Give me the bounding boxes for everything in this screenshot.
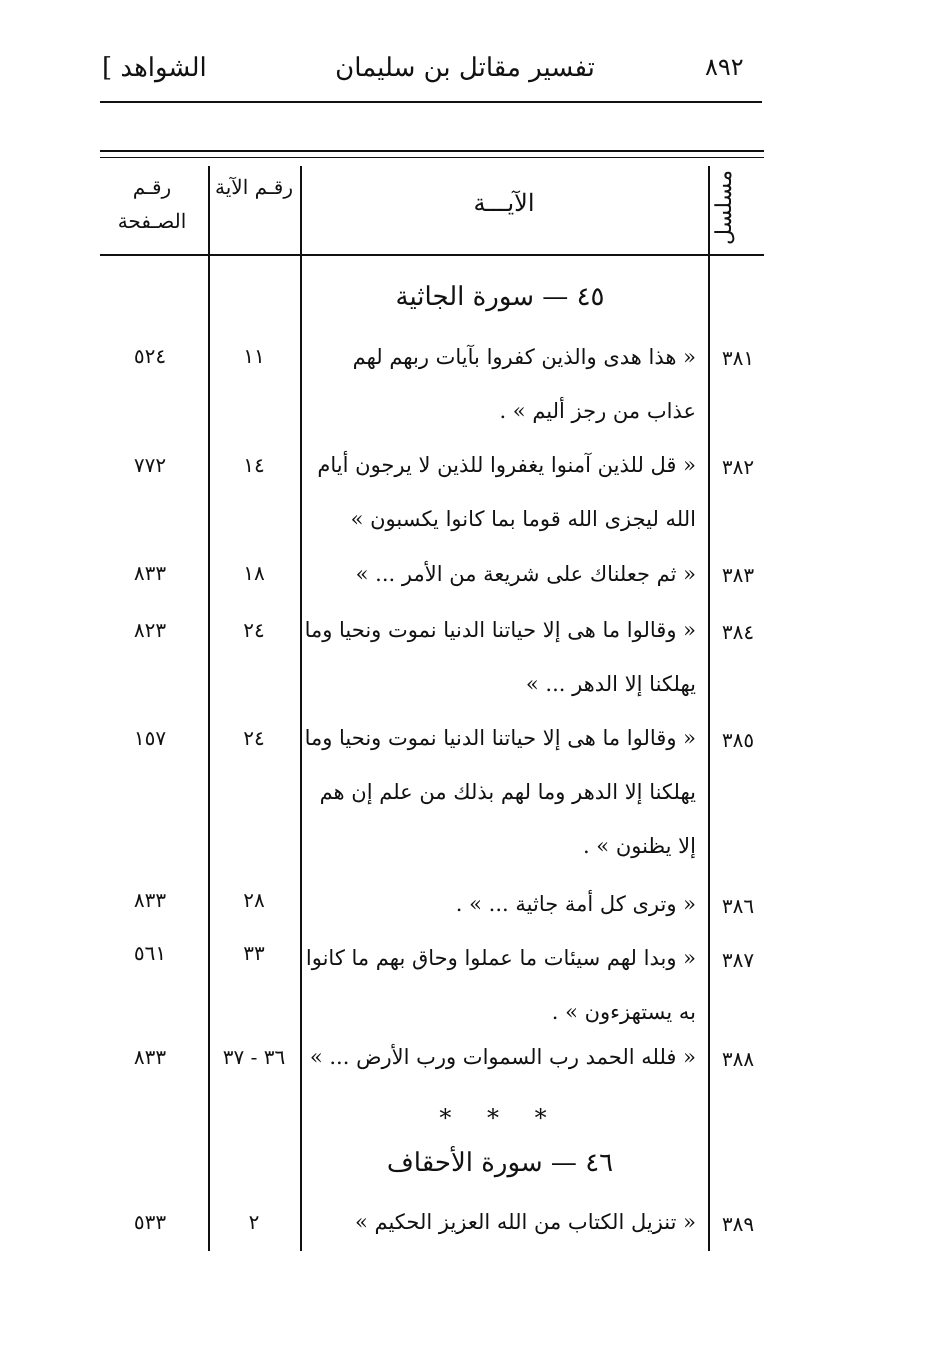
entry-verse: « وقالوا ما هى إلا حياتنا الدنيا نموت ونحيا وما يهلكنا إلا الدهر وما لهم بذلك من علم إن هم إلا يظنون » . (304, 726, 696, 858)
entry-serial: ٣٨٤ (721, 620, 755, 644)
entry-ayah-number: ٢ (248, 1210, 260, 1234)
entry-page-number: ٨٢٣ (133, 618, 167, 642)
column-divider (708, 166, 710, 1251)
entry-page-number: ١٥٧ (133, 726, 167, 750)
entry-verse: « ثم جعلناك على شريعة من الأمر ... » (355, 562, 696, 586)
column-divider (300, 166, 302, 1251)
entry-ayah-number: ٣٦ - ٣٧ (222, 1045, 286, 1069)
entry-page-number: ٨٣٣ (133, 561, 167, 585)
entry-ayah-number: ١٨ (243, 561, 265, 585)
entry-ayah-number: ٢٤ (243, 726, 265, 750)
page-number: ٨٩٢ (705, 53, 744, 81)
entry-serial: ٣٨٦ (721, 894, 755, 918)
entry-serial: ٣٨٧ (721, 948, 755, 972)
entry-verse: « وقالوا ما هى إلا حياتنا الدنيا نموت ونحيا وما يهلكنا إلا الدهر ... » (304, 618, 696, 696)
entry-ayah-number: ٣٣ (243, 941, 265, 965)
entry-serial: ٣٨٣ (721, 563, 755, 587)
entry-verse: « هذا هدى والذين كفروا بآيات ربهم لهم عذاب من رجز أليم » . (352, 345, 696, 423)
section-title: [ الشواهد (102, 53, 207, 83)
entry-page-number: ٨٣٣ (133, 888, 167, 912)
entry-ayah-number: ١١ (243, 344, 265, 368)
entry-ayah-number: ٢٤ (243, 618, 265, 642)
entry-verse: « فلله الحمد رب السموات ورب الأرض ... » (309, 1045, 696, 1069)
entry-verse: « تنزيل الكتاب من الله العزيز الحكيم » (354, 1210, 696, 1234)
entry-serial: ٣٨٢ (721, 455, 755, 479)
entry-verse: « وبدا لهم سيئات ما عملوا وحاق بهم ما كانوا به يستهزءون » . (305, 946, 696, 1024)
entry-ayah-number: ١٤ (243, 453, 265, 477)
entry-page-number: ٨٣٣ (133, 1045, 167, 1069)
ayah-number-column-header: رقـم الآية (215, 175, 293, 199)
entry-page-number: ٧٧٢ (133, 453, 167, 477)
header-rule (100, 101, 762, 103)
entry-verse: « وترى كل أمة جاثية ... » . (455, 892, 696, 916)
table-top-rule-inner (100, 157, 764, 158)
surah-heading: ٤٥ — سورة الجاثية (395, 282, 605, 312)
surah-heading: ٤٦ — سورة الأحقاف (386, 1148, 614, 1178)
entry-verse: « قل للذين آمنوا يغفروا للذين لا يرجون أيام الله ليجزى الله قوما بما كانوا يكسبون » (317, 453, 696, 531)
table-top-rule (100, 150, 764, 152)
entry-page-number: ٥٦١ (133, 941, 167, 965)
entry-serial: ٣٨٥ (721, 728, 755, 752)
table-head-rule (100, 254, 764, 256)
entry-serial: ٣٨٩ (721, 1212, 755, 1236)
entry-page-number: ٥٣٣ (133, 1210, 167, 1234)
entry-ayah-number: ٢٨ (243, 888, 265, 912)
verse-column-header: الآيـــة (473, 189, 535, 217)
entry-serial: ٣٨١ (721, 346, 755, 370)
entry-page-number: ٥٢٤ (133, 344, 167, 368)
serial-column-header: مسلسل (712, 170, 737, 246)
book-title: تفسير مقاتل بن سليمان (335, 53, 595, 83)
page-number-column-header: رقـم الصـفحة (117, 175, 187, 233)
entry-serial: ٣٨٨ (721, 1047, 755, 1071)
section-separator: * * * (439, 1104, 561, 1132)
column-divider (208, 166, 210, 1251)
